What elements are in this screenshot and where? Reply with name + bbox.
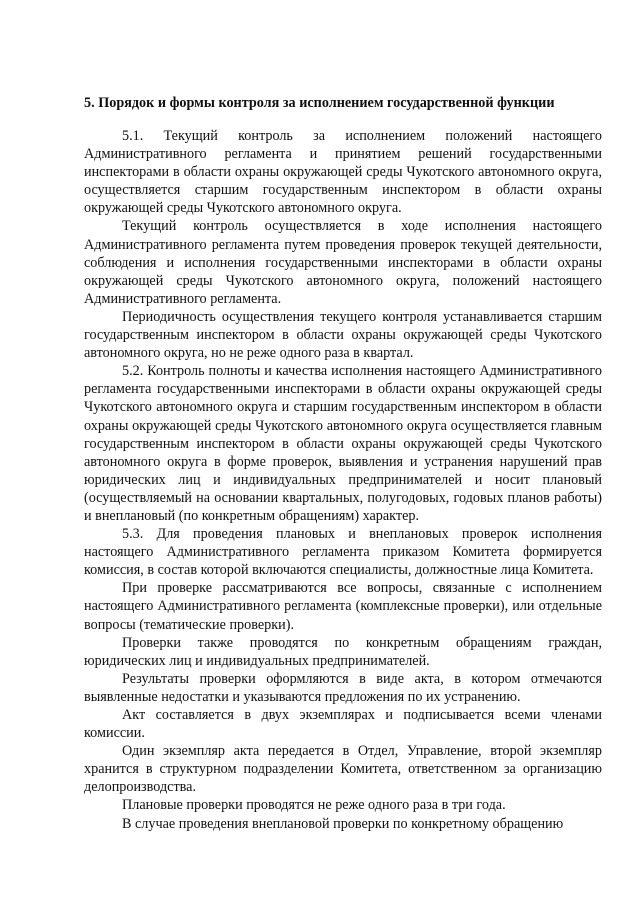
paragraph-periodicity: Периодичность осуществления текущего контроля устанавливается старшим государственным инспектором в области охраны окружающей среды Чукотского автономного округа, но не реже одного раза в квартал. (84, 308, 602, 362)
paragraph-inspection-scope: При проверке рассматриваются все вопросы, связанные с исполнением настоящего Административного регламента (комплексные проверки), или отдельные вопросы (тематические проверки). (84, 580, 602, 633)
paragraph-5-1: 5.1. Текущий контроль за исполнением положений настоящего Административного регламента и принятием решений государственными инспекторами в области охраны окружающей среды Чукотского автономного округа, осуществляется старшим государственным инспектором в области охраны окружающей среды Чукотского автономного округа. (84, 128, 602, 217)
paragraph-act-copies: Акт составляется в двух экземплярах и подписывается всеми членами комиссии. (84, 707, 602, 742)
paragraph-unplanned: В случае проведения внеплановой проверки по конкретному обращению (122, 815, 564, 832)
section-title: 5. Порядок и формы контроля за исполнением государственной функции (84, 95, 555, 111)
paragraph-planned-frequency: Плановые проверки проводятся не реже одного раза в три года. (122, 797, 506, 814)
paragraph-results: Результаты проверки оформляются в виде акта, в котором отмечаются выявленные недостатки и указываются предложения по их устранению. (84, 670, 602, 705)
paragraph-5-3: 5.3. Для проведения плановых и внеплановых проверок исполнения настоящего Административного регламента приказом Комитета формируется комиссия, в состав которой включаются специалисты, должностные лица Комитета. (84, 526, 602, 579)
paragraph-inspection-appeals: Проверки также проводятся по конкретным обращениям граждан, юридических лиц и индивидуальных предпринимателей. (84, 634, 602, 669)
paragraph-current-control: Текущий контроль осуществляется в ходе исполнения настоящего Административного регламента путем проведения проверок текущей деятельности, соблюдения и исполнения государственными инспекторами в области охраны окружающей среды Чукотского автономного округа, положений настоящего Административного регламента. (84, 218, 602, 307)
paragraph-act-storage: Один экземпляр акта передается в Отдел, Управление, второй экземпляр хранится в структурном подразделении Комитета, ответственном за организацию делопроизводства. (84, 743, 602, 796)
document-body (84, 127, 602, 833)
paragraph-5-2: 5.2. Контроль полноты и качества исполнения настоящего Административного регламента государственными инспекторами в области охраны окружающей среды Чукотского автономного округа и старшим государственным инспектором в области охраны окружающей среды Чукотского автономного округа осуществляется главным государственным инспектором в области охраны окружающей среды Чукотского автономного округа в форме проверок, выявления и устранения нарушений прав юридических лиц и индивидуальных предпринимателей и носит плановый (осуществляемый на основании квартальных, полугодовых, годовых планов работы) и внеплановый (по конкретным обращениям) характер. (84, 363, 602, 524)
